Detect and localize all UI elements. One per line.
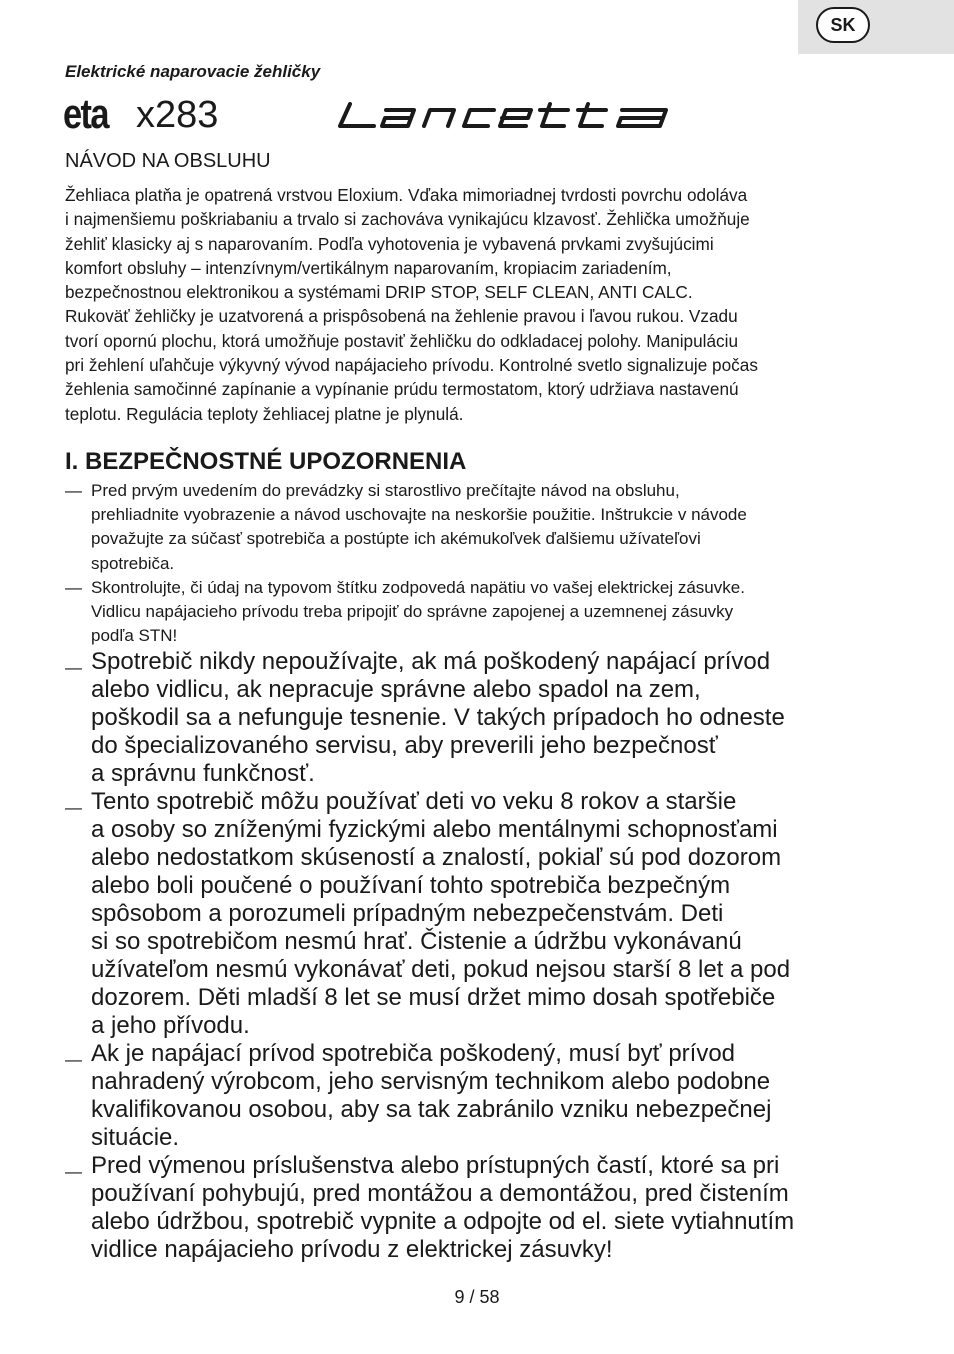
warning-line: alebo vidlicu, ak nepracuje správne alebo spadol na zem, xyxy=(91,676,701,704)
warning-line: kvalifikovanou osobou, aby sa tak zabránilo vzniku nebezpečnej xyxy=(91,1096,772,1124)
dash-bullet: — xyxy=(65,658,82,678)
language-badge: SK xyxy=(816,7,870,43)
warning-line: podľa STN! xyxy=(91,626,178,646)
lancetta-logo xyxy=(336,100,708,130)
intro-line: teplotu. Regulácia teploty žehliacej platne je plynulá. xyxy=(65,403,464,424)
intro-line: žehliť klasicky aj s naparovaním. Podľa vyhotovenia je vybavená prvkami zvyšujúcimi xyxy=(65,233,714,254)
warning-line: Vidlicu napájacieho prívodu treba pripojiť do správne zapojenej a uzemnenej zásuvky xyxy=(91,602,734,622)
page-number: 9 / 58 xyxy=(454,1287,500,1307)
warning-line: Tento spotrebič môžu používať deti vo veku 8 rokov a staršie xyxy=(91,788,737,816)
safety-warnings-list xyxy=(65,479,905,1264)
intro-line: tvorí opornú plochu, ktorá umožňuje postaviť žehličku do odkladacej polohy. Manipuláciu xyxy=(65,330,739,351)
section-title: I. BEZPEČNOSTNÉ UPOZORNENIA xyxy=(65,448,467,475)
warning-line: nahradený výrobcom, jeho servisným technikom alebo podobne xyxy=(91,1068,771,1096)
warning-line: alebo nedostatkom skúseností a znalostí, pokiaľ sú pod dozorom xyxy=(91,844,782,872)
manual-heading: NÁVOD NA OBSLUHU xyxy=(65,150,271,172)
dash-bullet: — xyxy=(65,481,82,500)
warning-line: dozorem. Děti mladší 8 let se musí držet mimo dosah spotřebiče xyxy=(91,984,776,1012)
brand-logo: eta xyxy=(63,90,108,137)
warning-line: alebo údržbou, spotrebič vypnite a odpojte od el. siete vytiahnutím xyxy=(91,1208,795,1236)
intro-line: i najmenšiemu poškriabaniu a trvalo si zachováva vynikajúcu klzavosť. Žehlička umožňuje xyxy=(65,209,750,230)
warning-line: alebo boli poučené o používaní tohto spotrebiča bezpečným xyxy=(91,872,731,900)
warning-line: Spotrebič nikdy nepoužívajte, ak má poškodený napájací prívod xyxy=(91,648,771,676)
warning-line: vidlice napájacieho prívodu z elektrickej zásuvky! xyxy=(91,1236,613,1264)
document-subtitle: Elektrické naparovacie žehličky xyxy=(65,62,321,81)
warning-line: a jeho přívodu. xyxy=(91,1012,250,1040)
warning-item xyxy=(65,788,905,1040)
warning-line: Skontrolujte, či údaj na typovom štítku zodpovedá napätiu vo vašej elektrickej zásuvke. xyxy=(91,577,745,597)
warning-line: používaní pohybujú, pred montážou a demontážou, pred čistením xyxy=(91,1180,789,1208)
intro-line: žehlenia samočinné zapínanie a vypínanie prúdu termostatom, ktorý udržiava nastavenú xyxy=(65,379,739,400)
warning-item xyxy=(65,648,905,788)
warning-line: situácie. xyxy=(91,1124,180,1152)
warning-item xyxy=(65,479,905,576)
model-number: x283 xyxy=(136,94,219,136)
dash-bullet: — xyxy=(65,1162,82,1182)
warning-line: do špecializovaného servisu, aby preverili jeho bezpečnosť xyxy=(91,732,718,760)
warning-line: Pred výmenou príslušenstva alebo prístupných častí, ktoré sa pri xyxy=(91,1152,780,1180)
warning-line: považujte za súčasť spotrebiča a postúpte ich akémukoľvek ďalšiemu užívateľovi xyxy=(91,529,701,549)
warning-line: spotrebiča. xyxy=(91,553,175,573)
intro-line: komfort obsluhy – intenzívnym/vertikálnym naparovaním, kropiacim zariadením, xyxy=(65,257,672,278)
warning-line: užívateľom nesmú vykonávať deti, pokud nejsou starší 8 let a pod xyxy=(91,956,791,984)
intro-line: Žehliaca platňa je opatrená vrstvou Eloxium. Vďaka mimoriadnej tvrdosti povrchu odoláva xyxy=(65,185,748,205)
warning-line: a osoby so zníženými fyzickými alebo mentálnymi schopnosťami xyxy=(91,816,778,844)
warning-line: si so spotrebičom nesmú hrať. Čistenie a údržbu vykonávanú xyxy=(91,928,742,956)
warning-line: poškodil sa a nefunguje tesnenie. V takých prípadoch ho odneste xyxy=(91,704,785,732)
dash-bullet: — xyxy=(65,577,82,597)
warning-item xyxy=(65,1152,905,1264)
warning-line: Pred prvým uvedením do prevádzky si starostlivo prečítajte návod na obsluhu, xyxy=(91,481,680,500)
warning-line: prehliadnite vyobrazenie a návod uschovajte na neskoršie použitie. Inštrukcie v návode xyxy=(91,505,747,525)
intro-paragraph xyxy=(65,183,895,426)
warning-line: Ak je napájací prívod spotrebiča poškodený, musí byť prívod xyxy=(91,1040,736,1068)
warning-line: spôsobom a porozumeli prípadným nebezpečenstvám. Deti xyxy=(91,900,724,928)
intro-line: pri žehlení uľahčuje výkyvný vývod napájacieho prívodu. Kontrolné svetlo signalizuje počas xyxy=(65,355,758,376)
dash-bullet: — xyxy=(65,1050,82,1070)
dash-bullet: — xyxy=(65,798,82,818)
warning-line: a správnu funkčnosť. xyxy=(91,760,315,788)
intro-line: Rukoväť žehličky je uzatvorená a prispôsobená na žehlenie pravou i ľavou rukou. Vzadu xyxy=(65,306,738,327)
warning-item xyxy=(65,1040,905,1152)
warning-item xyxy=(65,576,905,649)
intro-line: bezpečnostnou elektronikou a systémami DRIP STOP, SELF CLEAN, ANTI CALC. xyxy=(65,282,693,303)
